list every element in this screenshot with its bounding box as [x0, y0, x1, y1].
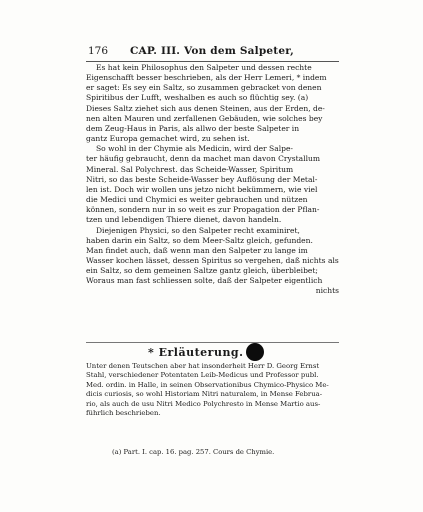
text-line: ter häufig gebraucht, denn da machet man davon Crystallum: [86, 154, 320, 164]
text-line: Dieses Saltz ziehet sich aus denen Steinen, aus der Erden, de-: [86, 103, 325, 113]
erlaeuterung-heading: * Erläuterung.: [148, 346, 244, 359]
text-line: Spiritibus der Lufft, weshalben es auch so flüchtig sey. (a): [86, 93, 309, 103]
text-line: die Medici und Chymici es weiter gebrauchen und nützen: [86, 195, 308, 205]
text-line: gantz Europa gemachet wird, zu sehen ist.: [86, 134, 250, 144]
text-line: Diejenigen Physici, so den Salpeter recht examiniret,: [96, 225, 300, 235]
text-line: Eigenschafft besser beschrieben, als der Herr Lemeri, * indem: [86, 73, 327, 83]
note-line: Unter denen Teutschen aber hat insonderheit Herr D. Georg Ernst: [86, 362, 320, 370]
page-number: 176: [88, 45, 109, 57]
note-line: rio, als auch de usu Nitri Medico Polychresto in Mense Martio aus-: [86, 399, 321, 408]
catchword: nichts: [315, 286, 339, 296]
text-line: Woraus man fast schliessen solte, daß der Salpeter eigentlich: [86, 276, 323, 286]
running-title: CAP. III. Von dem Salpeter,: [130, 45, 295, 57]
section-divider: [86, 342, 339, 343]
text-line: Man findet auch, daß wenn man den Salpeter zu lange im: [86, 245, 308, 255]
text-line: dem Zeug-Haus in Paris, als allwo der beste Salpeter in: [86, 123, 300, 133]
note-line: führlich beschrieben.: [86, 409, 161, 418]
text-line: tzen und lebendigen Thiere dienet, davon handeln.: [86, 215, 282, 225]
text-line: ein Saltz, so dem gemeinen Saltze gantz gleich, überbleibet;: [86, 266, 318, 276]
erlaeuterung-text: [86, 362, 339, 418]
main-text: [86, 63, 339, 297]
text-line: len ist. Doch wir wollen uns jetzo nicht bekümmern, wie viel: [86, 184, 318, 194]
text-line: er saget: Es sey ein Saltz, so zusammen gebracket von denen: [86, 83, 322, 93]
footnote: (a) Part. I. cap. 16. pag. 257. Cours de Chymie.: [112, 448, 275, 456]
header-rule: [86, 61, 339, 62]
text-line: Mineral. Sal Polychrest. das Scheide-Wasser, Spiritum: [86, 164, 294, 174]
text-line: haben darin ein Saltz, so dem Meer-Saltz gleich, gefunden.: [86, 235, 313, 245]
text-line: Wasser kochen lässet, dessen Spiritus so vergehen, daß nichts als: [86, 255, 339, 265]
text-line: Es hat kein Philosophus den Salpeter und dessen rechte: [96, 63, 312, 72]
text-line: So wohl in der Chymie als Medicin, wird der Salpe-: [96, 144, 293, 154]
text-line: können, sondern nur in so weit es zur Propagation der Pflan-: [86, 205, 320, 215]
text-line: nen alten Mauren und zerfallenen Gebäuden, wie solches bey: [86, 113, 323, 123]
text-line: Nitri, so das beste Scheide-Wasser bey Auflösung der Metal-: [86, 174, 318, 184]
note-line: Stahl, verschiedener Potentaten Leib-Medicus und Professor publ.: [86, 371, 319, 380]
note-line: dicis curiosis, so wohl Historiam Nitri naturalem, in Mense Februa-: [86, 390, 323, 399]
note-line: Med. ordin. in Halle, in seinen Observationibus Chymico-Physico Me-: [86, 380, 329, 389]
running-header: [88, 44, 340, 58]
ink-blot: [246, 343, 264, 361]
